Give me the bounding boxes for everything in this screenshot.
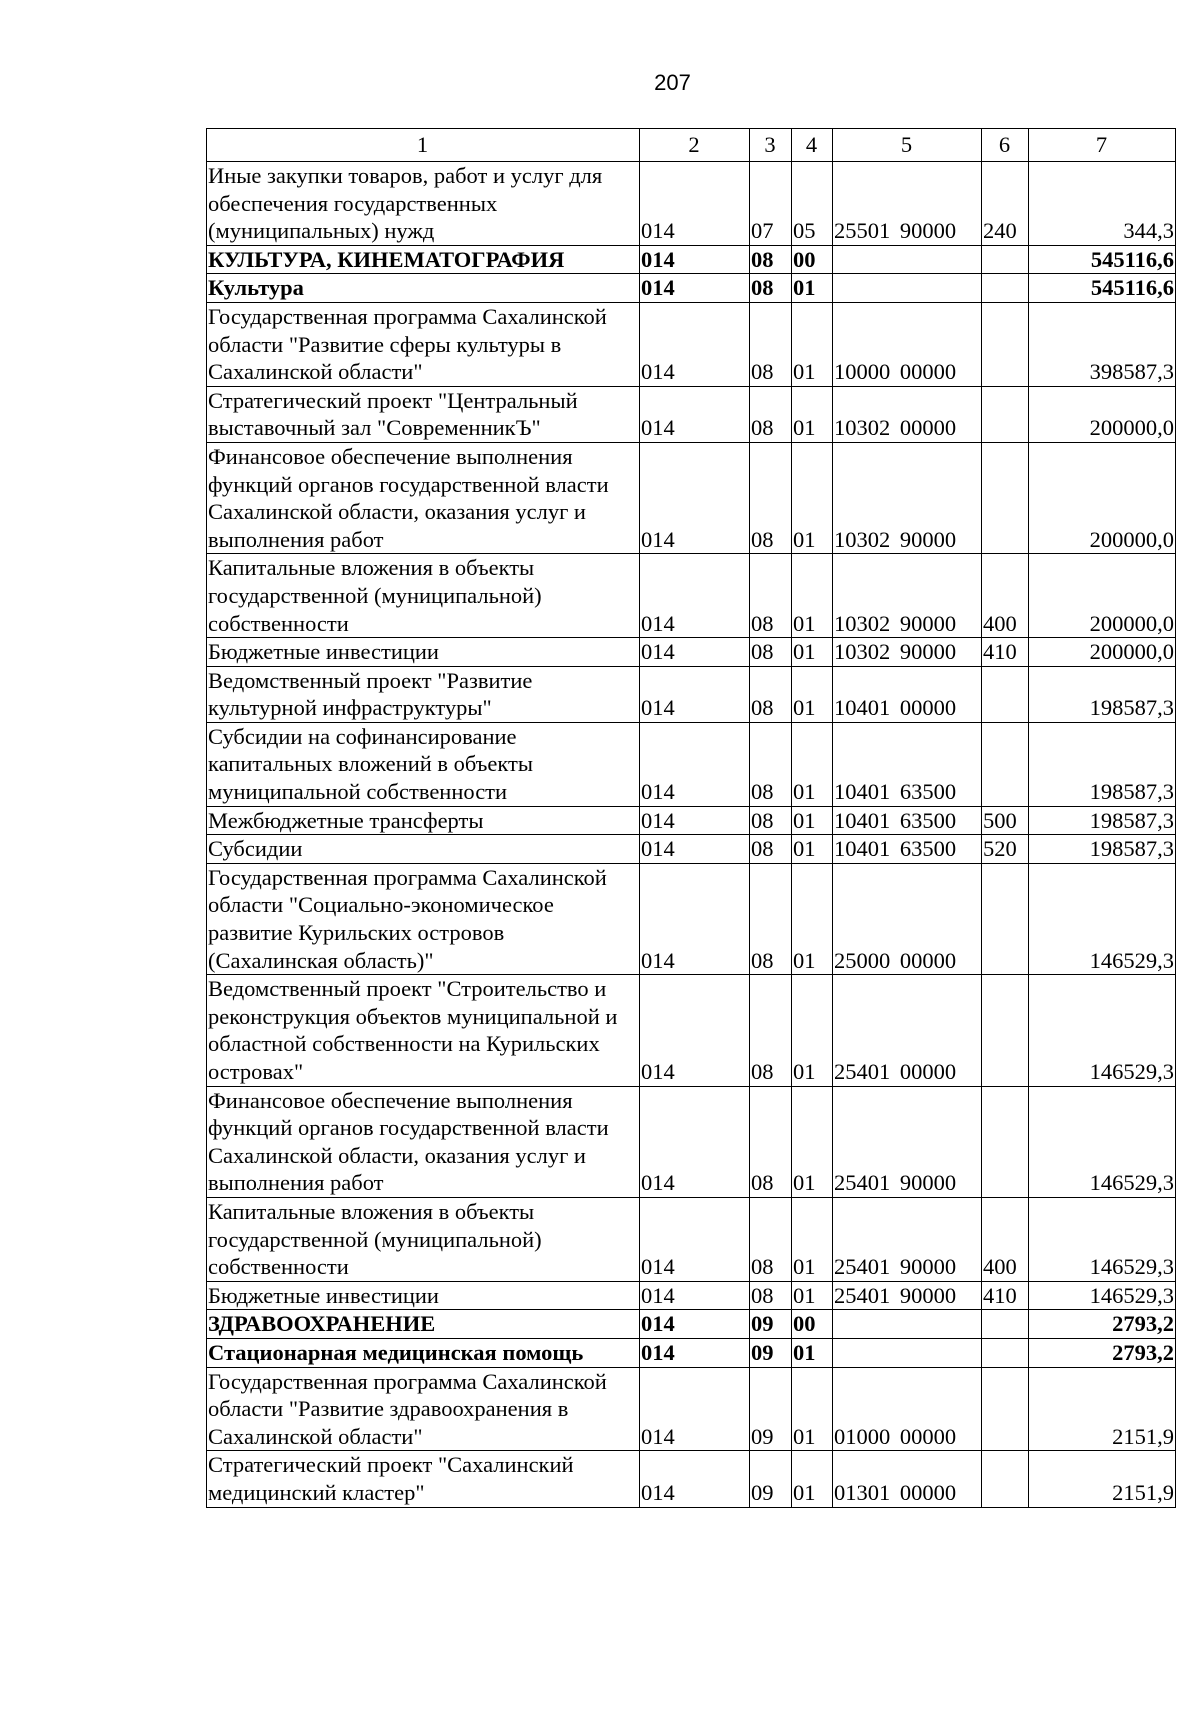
table-row xyxy=(207,274,1176,303)
subsection-cell: 01 xyxy=(792,1451,833,1507)
amount-cell: 146529,3 xyxy=(1029,1086,1176,1197)
table-row xyxy=(207,245,1176,274)
row-name-cell: Субсидии на софинансирование капитальных вложений в объекты муниципальной собственности xyxy=(207,722,640,806)
target-article-cell: 10302 90000 xyxy=(833,442,982,553)
table-row xyxy=(207,835,1176,864)
code-cell: 014 xyxy=(640,442,750,553)
code-cell: 014 xyxy=(640,302,750,386)
table-row xyxy=(207,1197,1176,1281)
table-row xyxy=(207,722,1176,806)
expense-type-cell xyxy=(982,386,1029,442)
section-cell: 09 xyxy=(750,1367,792,1451)
code-cell: 014 xyxy=(640,722,750,806)
expense-type-cell xyxy=(982,1367,1029,1451)
row-name-cell: Иные закупки товаров, работ и услуг для обеспечения государственных (муниципальных) нужд xyxy=(207,162,640,246)
table-row xyxy=(207,162,1176,246)
amount-cell: 198587,3 xyxy=(1029,835,1176,864)
table-row xyxy=(207,386,1176,442)
amount-cell: 146529,3 xyxy=(1029,1197,1176,1281)
target-article-cell: 10401 63500 xyxy=(833,722,982,806)
amount-cell: 200000,0 xyxy=(1029,554,1176,638)
target-article-cell: 25000 00000 xyxy=(833,863,982,974)
expense-type-cell: 520 xyxy=(982,835,1029,864)
section-cell: 08 xyxy=(750,274,792,303)
expense-type-cell xyxy=(982,302,1029,386)
section-cell: 08 xyxy=(750,638,792,667)
expense-type-cell xyxy=(982,1451,1029,1507)
section-cell: 08 xyxy=(750,835,792,864)
table-row xyxy=(207,638,1176,667)
subsection-cell: 01 xyxy=(792,638,833,667)
section-cell: 08 xyxy=(750,302,792,386)
section-cell: 09 xyxy=(750,1451,792,1507)
expense-type-cell xyxy=(982,722,1029,806)
section-cell: 08 xyxy=(750,975,792,1086)
target-article-cell: 25401 00000 xyxy=(833,975,982,1086)
amount-cell: 146529,3 xyxy=(1029,975,1176,1086)
subsection-cell: 01 xyxy=(792,386,833,442)
row-name-cell: Государственная программа Сахалинской области "Социально-экономическое развитие Курильских островов (Сахалинская область)" xyxy=(207,863,640,974)
amount-cell: 146529,3 xyxy=(1029,1281,1176,1310)
table-row xyxy=(207,302,1176,386)
header-cell: 3 xyxy=(750,129,792,162)
row-name-cell: Капитальные вложения в объекты государственной (муниципальной) собственности xyxy=(207,1197,640,1281)
row-name-cell: Субсидии xyxy=(207,835,640,864)
code-cell: 014 xyxy=(640,1338,750,1367)
code-cell: 014 xyxy=(640,1451,750,1507)
section-cell: 08 xyxy=(750,245,792,274)
code-cell: 014 xyxy=(640,806,750,835)
amount-cell: 545116,6 xyxy=(1029,274,1176,303)
budget-table xyxy=(206,128,1176,1508)
header-cell: 2 xyxy=(640,129,750,162)
row-name-cell: Государственная программа Сахалинской области "Развитие сферы культуры в Сахалинской области" xyxy=(207,302,640,386)
table-row xyxy=(207,806,1176,835)
subsection-cell: 01 xyxy=(792,806,833,835)
table-row xyxy=(207,1367,1176,1451)
subsection-cell: 01 xyxy=(792,722,833,806)
row-name-cell: ЗДРАВООХРАНЕНИЕ xyxy=(207,1310,640,1339)
section-cell: 09 xyxy=(750,1338,792,1367)
code-cell: 014 xyxy=(640,666,750,722)
section-cell: 08 xyxy=(750,1197,792,1281)
code-cell: 014 xyxy=(640,1086,750,1197)
amount-cell: 2793,2 xyxy=(1029,1310,1176,1339)
target-article-cell: 10401 63500 xyxy=(833,835,982,864)
code-cell: 014 xyxy=(640,638,750,667)
target-article-cell: 25401 90000 xyxy=(833,1086,982,1197)
code-cell: 014 xyxy=(640,162,750,246)
amount-cell: 198587,3 xyxy=(1029,722,1176,806)
subsection-cell: 01 xyxy=(792,274,833,303)
header-row xyxy=(207,129,1176,162)
expense-type-cell xyxy=(982,274,1029,303)
amount-cell: 146529,3 xyxy=(1029,863,1176,974)
table-row xyxy=(207,666,1176,722)
code-cell: 014 xyxy=(640,245,750,274)
table-row xyxy=(207,975,1176,1086)
target-article-cell xyxy=(833,1310,982,1339)
target-article-cell: 10302 00000 xyxy=(833,386,982,442)
header-cell: 5 xyxy=(833,129,982,162)
table-row xyxy=(207,863,1176,974)
amount-cell: 545116,6 xyxy=(1029,245,1176,274)
row-name-cell: Ведомственный проект "Развитие культурной инфраструктуры" xyxy=(207,666,640,722)
subsection-cell: 01 xyxy=(792,1197,833,1281)
target-article-cell: 10401 63500 xyxy=(833,806,982,835)
expense-type-cell: 240 xyxy=(982,162,1029,246)
target-article-cell xyxy=(833,1338,982,1367)
expense-type-cell xyxy=(982,863,1029,974)
subsection-cell: 00 xyxy=(792,245,833,274)
subsection-cell: 01 xyxy=(792,442,833,553)
amount-cell: 2793,2 xyxy=(1029,1338,1176,1367)
target-article-cell: 10302 90000 xyxy=(833,554,982,638)
subsection-cell: 01 xyxy=(792,863,833,974)
table-row xyxy=(207,1338,1176,1367)
code-cell: 014 xyxy=(640,1367,750,1451)
table-row xyxy=(207,1451,1176,1507)
row-name-cell: Стационарная медицинская помощь xyxy=(207,1338,640,1367)
amount-cell: 200000,0 xyxy=(1029,638,1176,667)
expense-type-cell xyxy=(982,442,1029,553)
section-cell: 08 xyxy=(750,442,792,553)
row-name-cell: Капитальные вложения в объекты государственной (муниципальной) собственности xyxy=(207,554,640,638)
expense-type-cell xyxy=(982,245,1029,274)
header-cell: 1 xyxy=(207,129,640,162)
expense-type-cell: 500 xyxy=(982,806,1029,835)
header-cell: 7 xyxy=(1029,129,1176,162)
row-name-cell: КУЛЬТУРА, КИНЕМАТОГРАФИЯ xyxy=(207,245,640,274)
subsection-cell: 01 xyxy=(792,666,833,722)
target-article-cell xyxy=(833,274,982,303)
subsection-cell: 05 xyxy=(792,162,833,246)
amount-cell: 200000,0 xyxy=(1029,386,1176,442)
section-cell: 07 xyxy=(750,162,792,246)
section-cell: 08 xyxy=(750,386,792,442)
target-article-cell: 10401 00000 xyxy=(833,666,982,722)
target-article-cell: 01000 00000 xyxy=(833,1367,982,1451)
expense-type-cell xyxy=(982,1338,1029,1367)
subsection-cell: 01 xyxy=(792,975,833,1086)
subsection-cell: 00 xyxy=(792,1310,833,1339)
header-cell: 4 xyxy=(792,129,833,162)
row-name-cell: Финансовое обеспечение выполнения функций органов государственной власти Сахалинской области, оказания услуг и выполнения работ xyxy=(207,442,640,553)
row-name-cell: Ведомственный проект "Строительство и реконструкция объектов муниципальной и областной собственности на Курильских островах" xyxy=(207,975,640,1086)
subsection-cell: 01 xyxy=(792,1086,833,1197)
amount-cell: 2151,9 xyxy=(1029,1367,1176,1451)
table-row xyxy=(207,1310,1176,1339)
table-row xyxy=(207,1281,1176,1310)
code-cell: 014 xyxy=(640,274,750,303)
expense-type-cell xyxy=(982,666,1029,722)
code-cell: 014 xyxy=(640,554,750,638)
subsection-cell: 01 xyxy=(792,302,833,386)
target-article-cell: 25401 90000 xyxy=(833,1197,982,1281)
row-name-cell: Стратегический проект "Сахалинский медицинский кластер" xyxy=(207,1451,640,1507)
table-row xyxy=(207,442,1176,553)
subsection-cell: 01 xyxy=(792,835,833,864)
amount-cell: 2151,9 xyxy=(1029,1451,1176,1507)
code-cell: 014 xyxy=(640,835,750,864)
section-cell: 09 xyxy=(750,1310,792,1339)
code-cell: 014 xyxy=(640,1310,750,1339)
amount-cell: 200000,0 xyxy=(1029,442,1176,553)
row-name-cell: Бюджетные инвестиции xyxy=(207,638,640,667)
code-cell: 014 xyxy=(640,1197,750,1281)
amount-cell: 398587,3 xyxy=(1029,302,1176,386)
target-article-cell: 10302 90000 xyxy=(833,638,982,667)
row-name-cell: Межбюджетные трансферты xyxy=(207,806,640,835)
code-cell: 014 xyxy=(640,1281,750,1310)
expense-type-cell: 410 xyxy=(982,638,1029,667)
section-cell: 08 xyxy=(750,863,792,974)
expense-type-cell xyxy=(982,975,1029,1086)
target-article-cell: 10000 00000 xyxy=(833,302,982,386)
code-cell: 014 xyxy=(640,863,750,974)
subsection-cell: 01 xyxy=(792,1367,833,1451)
section-cell: 08 xyxy=(750,1281,792,1310)
subsection-cell: 01 xyxy=(792,1281,833,1310)
expense-type-cell: 400 xyxy=(982,554,1029,638)
section-cell: 08 xyxy=(750,1086,792,1197)
target-article-cell: 01301 00000 xyxy=(833,1451,982,1507)
amount-cell: 198587,3 xyxy=(1029,666,1176,722)
target-article-cell: 25501 90000 xyxy=(833,162,982,246)
subsection-cell: 01 xyxy=(792,1338,833,1367)
row-name-cell: Государственная программа Сахалинской области "Развитие здравоохранения в Сахалинской области" xyxy=(207,1367,640,1451)
subsection-cell: 01 xyxy=(792,554,833,638)
expense-type-cell: 400 xyxy=(982,1197,1029,1281)
row-name-cell: Культура xyxy=(207,274,640,303)
table-row xyxy=(207,1086,1176,1197)
header-cell: 6 xyxy=(982,129,1029,162)
table-row xyxy=(207,554,1176,638)
amount-cell: 198587,3 xyxy=(1029,806,1176,835)
expense-type-cell: 410 xyxy=(982,1281,1029,1310)
target-article-cell xyxy=(833,245,982,274)
expense-type-cell xyxy=(982,1310,1029,1339)
code-cell: 014 xyxy=(640,386,750,442)
expense-type-cell xyxy=(982,1086,1029,1197)
section-cell: 08 xyxy=(750,806,792,835)
target-article-cell: 25401 90000 xyxy=(833,1281,982,1310)
section-cell: 08 xyxy=(750,554,792,638)
section-cell: 08 xyxy=(750,722,792,806)
page-number: 207 xyxy=(654,70,691,95)
code-cell: 014 xyxy=(640,975,750,1086)
row-name-cell: Финансовое обеспечение выполнения функций органов государственной власти Сахалинской области, оказания услуг и выполнения работ xyxy=(207,1086,640,1197)
row-name-cell: Бюджетные инвестиции xyxy=(207,1281,640,1310)
section-cell: 08 xyxy=(750,666,792,722)
row-name-cell: Стратегический проект "Центральный выставочный зал "СовременникЪ" xyxy=(207,386,640,442)
amount-cell: 344,3 xyxy=(1029,162,1176,246)
